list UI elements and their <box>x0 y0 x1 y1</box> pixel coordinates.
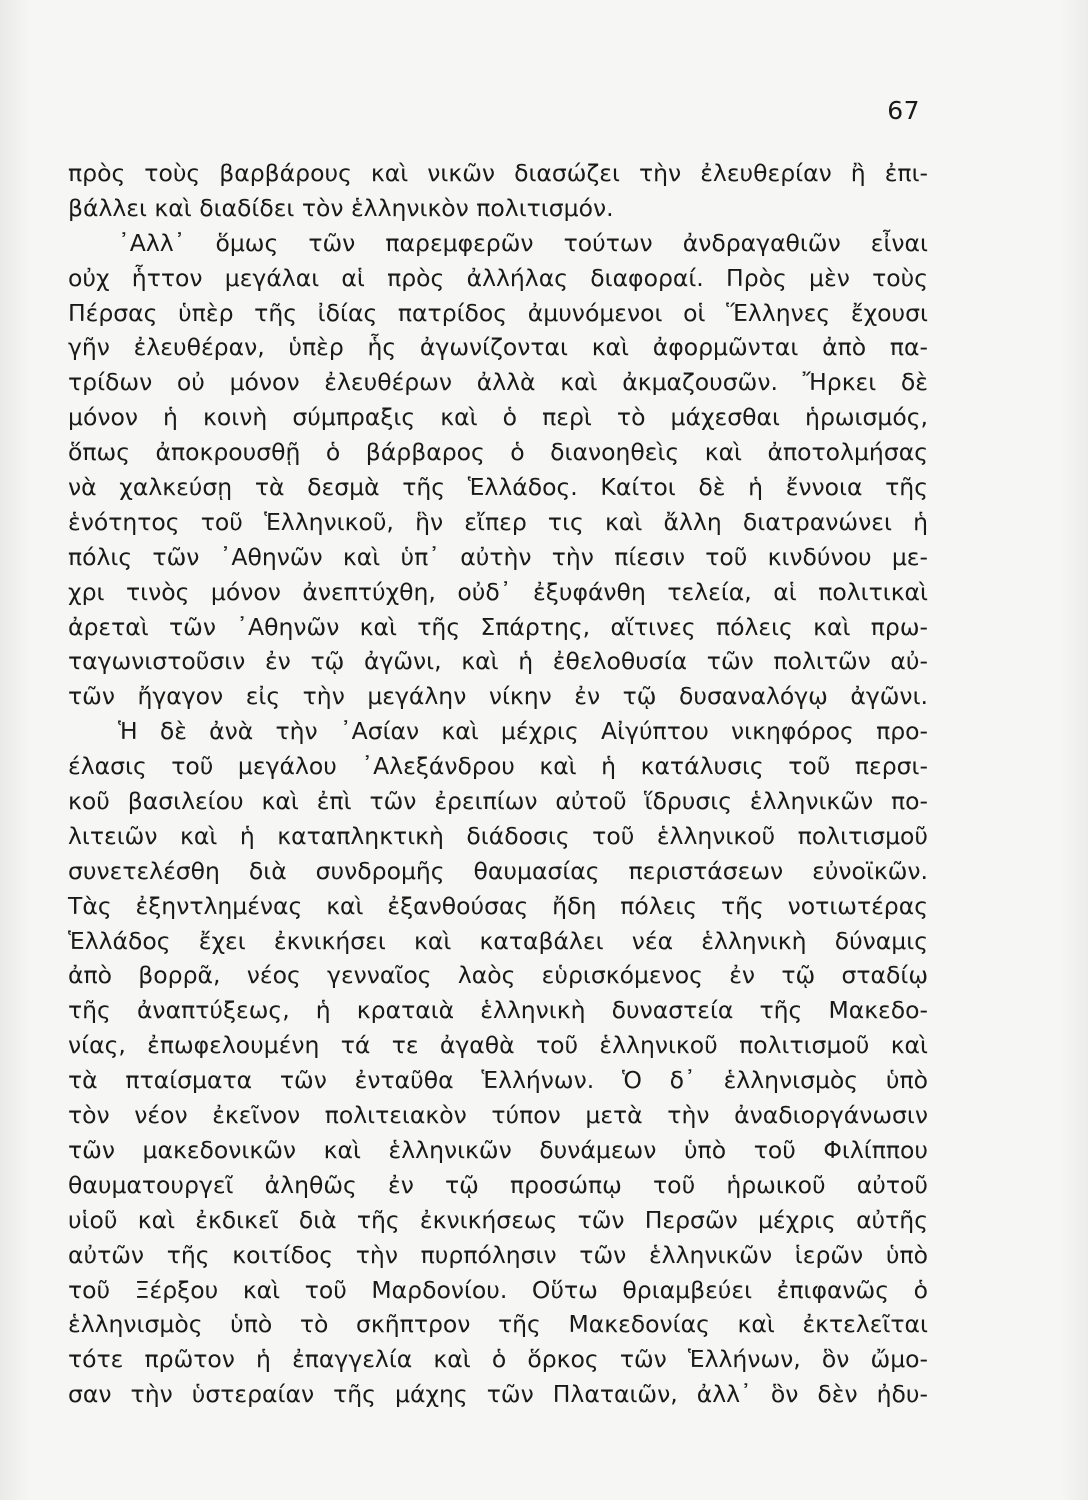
body-text <box>68 156 928 1412</box>
text-line: τοῦ Ξέρξου καὶ τοῦ Μαρδονίου. Οὕτω θριαμβεύει ἐπιφανῶς ὁ <box>68 1275 928 1304</box>
text-line: τῆς ἀναπτύξεως, ἡ κραταιὰ ἑλληνικὴ δυναστεία τῆς Μακεδο- <box>68 996 928 1025</box>
text-line: Πέρσας ὑπὲρ τῆς ἰδίας πατρίδος ἀμυνόμενοι οἱ Ἕλληνες ἔχουσι <box>68 298 928 327</box>
text-line: οὐχ ἧττον μεγάλαι αἱ πρὸς ἀλλήλας διαφοραί. Πρὸς μὲν τοὺς <box>68 263 928 292</box>
text-line: λιτειῶν καὶ ἡ καταπληκτικὴ διάδοσις τοῦ ἑλληνικοῦ πολιτισμοῦ <box>68 821 928 850</box>
text-line: τῶν μακεδονικῶν καὶ ἑλληνικῶν δυνάμεων ὑπὸ τοῦ Φιλίππου <box>68 1135 928 1164</box>
text-line: πρὸς τοὺς βαρβάρους καὶ νικῶν διασώζει τὴν ἐλευθερίαν ἢ ἐπι- <box>68 159 928 187</box>
text-line: τῶν ἤγαγον εἰς τὴν μεγάλην νίκην ἐν τῷ δυσαναλόγῳ ἀγῶνι. <box>68 682 928 711</box>
text-line: αὐτῶν τῆς κοιτίδος τὴν πυρπόλησιν τῶν ἑλληνικῶν ἱερῶν ὑπὸ <box>68 1240 928 1269</box>
text-line: έλασις τοῦ μεγάλου ᾿Αλεξάνδρου καὶ ἡ κατάλυσις τοῦ περσι- <box>68 752 928 781</box>
text-line: Ἡ δὲ ἀνὰ τὴν ᾿Ασίαν καὶ μέχρις Αἰγύπτου νικηφόρος προ- <box>118 717 928 746</box>
text-line: ἀρεταὶ τῶν ᾿Αθηνῶν καὶ τῆς Σπάρτης, αἵτινες πόλεις καὶ πρω- <box>68 612 928 641</box>
text-line: τὸν νέον ἐκεῖνον πολιτειακὸν τύπον μετὰ τὴν ἀναδιοργάνωσιν <box>68 1101 928 1130</box>
text-line: θαυματουργεῖ ἀληθῶς ἐν τῷ προσώπῳ τοῦ ἡρωικοῦ αὐτοῦ <box>68 1170 928 1199</box>
text-line: ἑλληνισμὸς ὑπὸ τὸ σκῆπτρον τῆς Μακεδονίας καὶ ἐκτελεῖται <box>68 1310 928 1339</box>
text-line: πόλις τῶν ᾿Αθηνῶν καὶ ὑπ᾿ αὐτὴν τὴν πίεσιν τοῦ κινδύνου με- <box>68 542 928 571</box>
text-line: Τὰς ἐξηντλημένας καὶ ἐξανθούσας ἤδη πόλεις τῆς νοτιωτέρας <box>68 891 928 920</box>
text-line: γῆν ἐλευθέραν, ὑπὲρ ἧς ἀγωνίζονται καὶ ἀφορμῶνται ἀπὸ πα- <box>68 333 928 362</box>
text-line: ταγωνιστοῦσιν ἐν τῷ ἀγῶνι, καὶ ἡ ἐθελοθυσία τῶν πολιτῶν αὐ- <box>68 647 928 676</box>
text-line: Ἑλλάδος ἔχει ἐκνικήσει καὶ καταβάλει νέα ἑλληνικὴ δύναμις <box>68 926 928 955</box>
text-line: τότε πρῶτον ἡ ἐπαγγελία καὶ ὁ ὅρκος τῶν Ἑλλήνων, ὃν ὤμο- <box>68 1345 928 1374</box>
text-line: χρι τινὸς μόνον ἀνεπτύχθη, οὐδ᾿ ἐξυφάνθη τελεία, αἱ πολιτικαὶ <box>68 577 928 606</box>
text-line: ἑνότητος τοῦ Ἑλληνικοῦ, ἣν εἴπερ τις καὶ ἄλλη διατρανώνει ἡ <box>68 507 928 536</box>
text-line: ᾿Αλλ᾿ ὅμως τῶν παρεμφερῶν τούτων ἀνδραγαθιῶν εἶναι <box>118 228 928 257</box>
text-line: υἱοῦ καὶ ἐκδικεῖ διὰ τῆς ἐκνικήσεως τῶν Περσῶν μέχρις αὐτῆς <box>68 1205 928 1234</box>
text-line: συνετελέσθη διὰ συνδρομῆς θαυμασίας περιστάσεων εὐνοϊκῶν. <box>68 856 928 885</box>
text-line: τρίδων οὐ μόνον ἐλευθέρων ἀλλὰ καὶ ἀκμαζουσῶν. Ἤρκει δὲ <box>68 368 928 397</box>
text-line: σαν τὴν ὑστεραίαν τῆς μάχης τῶν Πλαταιῶν, ἀλλ᾿ ὃν δὲν ἠδυ- <box>68 1380 928 1409</box>
text-line: ἀπὸ βορρᾶ, νέος γενναῖος λαὸς εὑρισκόμενος ἐν τῷ σταδίῳ <box>68 961 928 990</box>
page-number: 67 <box>887 96 920 125</box>
text-line: νίας, ἐπωφελουμένη τά τε ἀγαθὰ τοῦ ἑλληνικοῦ πολιτισμοῦ καὶ <box>68 1031 928 1060</box>
text-line: κοῦ βασιλείου καὶ ἐπὶ τῶν ἐρειπίων αὐτοῦ ἵδρυσις ἑλληνικῶν πο- <box>68 787 928 816</box>
text-line: νὰ χαλκεύσῃ τὰ δεσμὰ τῆς Ἑλλάδος. Καίτοι δὲ ἡ ἔννοια τῆς <box>68 473 928 502</box>
text-line: ὅπως ἀποκρουσθῇ ὁ βάρβαρος ὁ διανοηθεὶς καὶ ἀποτολμήσας <box>68 438 928 467</box>
text-line: βάλλει καὶ διαδίδει τὸν ἑλληνικὸν πολιτισμόν. <box>68 193 614 222</box>
text-line: τὰ πταίσματα τῶν ἐνταῦθα Ἑλλήνων. Ὁ δ᾿ ἑλληνισμὸς ὑπὸ <box>68 1066 928 1095</box>
text-line: μόνον ἡ κοινὴ σύμπραξις καὶ ὁ περὶ τὸ μάχεσθαι ἡρωισμός, <box>68 403 928 432</box>
